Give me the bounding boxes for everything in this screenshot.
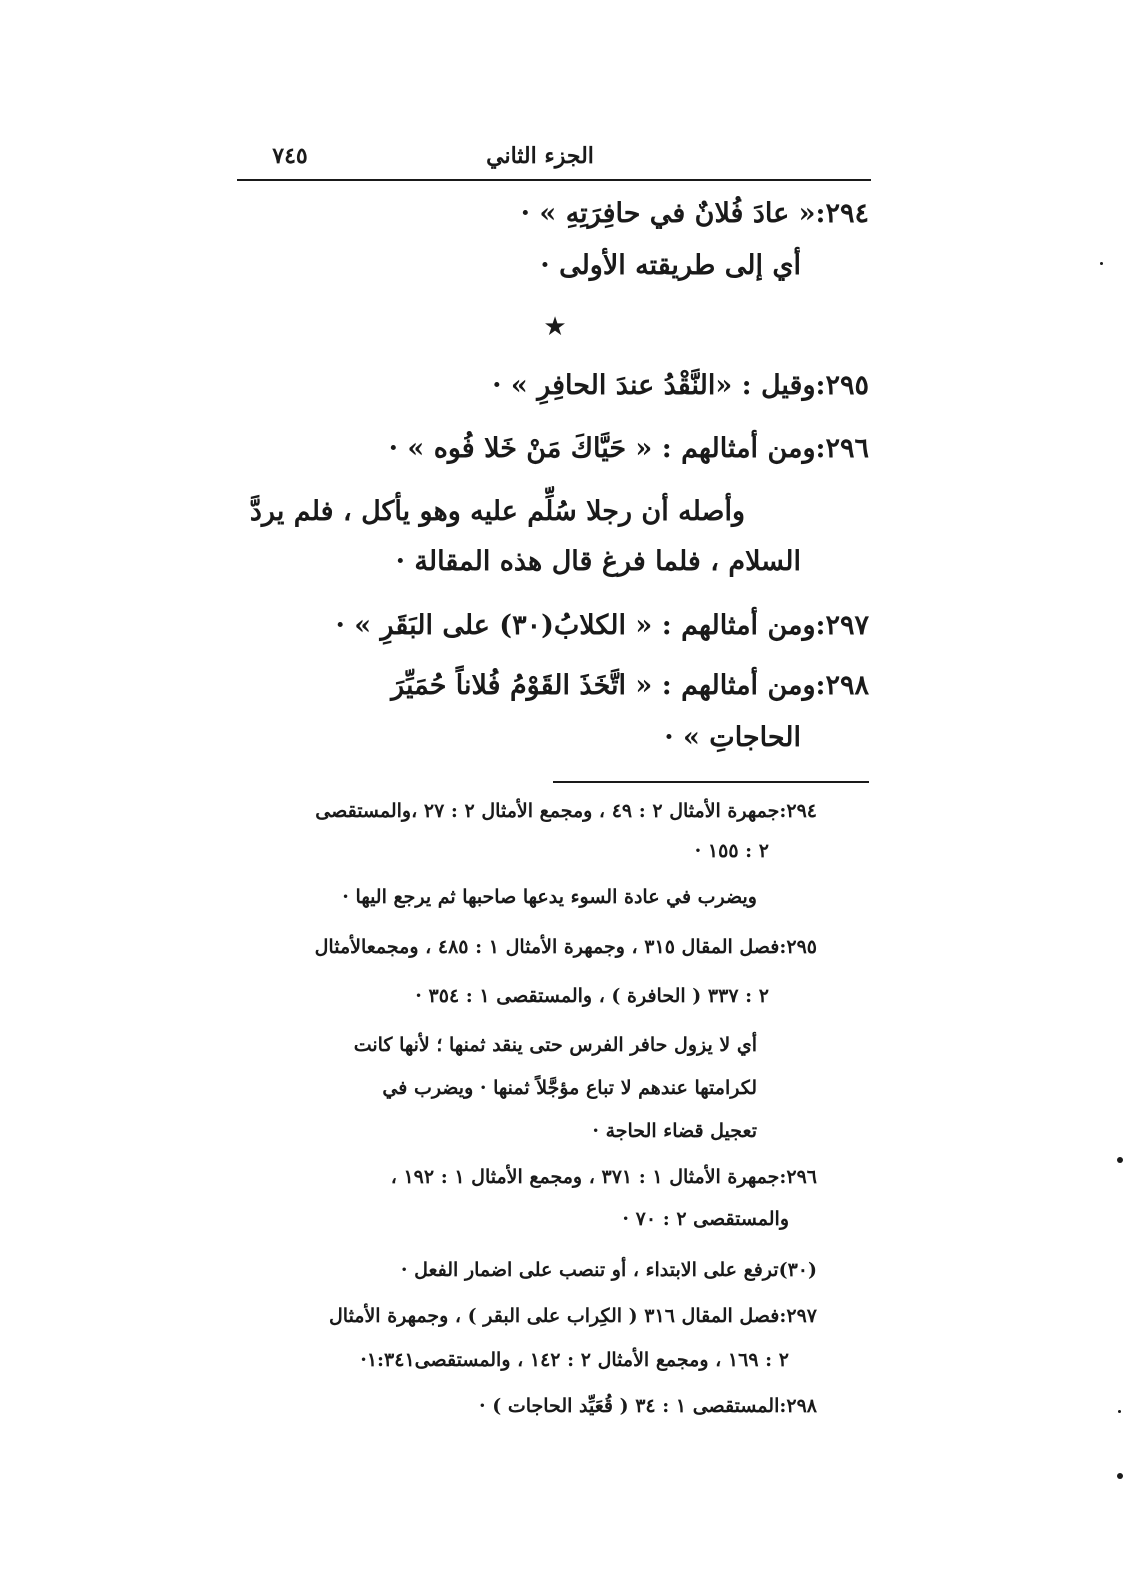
footnote-295-note-line-3: تعجيل قضاء الحاجة · <box>592 1120 757 1142</box>
proverb-297: ٢٩٧:ومن أمثالهم : « الكلابُ(٣٠) على البَقَرِ » · <box>335 610 869 641</box>
footnote-rule <box>553 781 869 783</box>
proverb-296: ٢٩٦:ومن أمثالهم : « حَيَّاكَ مَنْ خَلا فُوه » · <box>388 433 869 464</box>
proverb-298-line-2: الحاجاتِ » · <box>664 722 801 753</box>
scan-speck <box>1100 262 1103 265</box>
running-header-title: الجزء الثاني <box>486 143 594 169</box>
scan-speck <box>1118 1410 1121 1413</box>
footnote-294-line-1: ٢٩٤:جمهرة الأمثال ٢ : ٤٩ ، ومجمع الأمثال ٢ : ٢٧ ،والمستقصى <box>315 800 817 822</box>
footnote-294-note: ويضرب في عادة السوء يدعها صاحبها ثم يرجع اليها · <box>342 886 757 908</box>
header-rule <box>237 179 871 181</box>
proverb-296-explanation-line-1: وأصله أن رجلا سُلِّم عليه وهو يأكل ، فلم يردَّ <box>249 496 745 527</box>
footnote-297-line-1: ٢٩٧:فصل المقال ٣١٦ ( الكِراب على البقر ) ، وجمهرة الأمثال <box>328 1305 817 1327</box>
footnote-296-line-2: والمستقصى ٢ : ٧٠ · <box>622 1208 789 1230</box>
proverb-298-line-1: ٢٩٨:ومن أمثالهم : « اتَّخَذَ القَوْمُ فُلاناً حُمَيِّرَ <box>391 670 869 701</box>
section-separator-star: ★ <box>543 312 567 342</box>
footnote-296-line-1: ٢٩٦:جمهرة الأمثال ١ : ٣٧١ ، ومجمع الأمثال ١ : ١٩٢ ، <box>390 1166 817 1188</box>
footnote-295-note-line-2: لكرامتها عندهم لا تباع مؤجَّلاً ثمنها · ويضرب في <box>382 1077 757 1099</box>
proverb-296-explanation-line-2: السلام ، فلما فرغ قال هذه المقالة · <box>395 546 801 577</box>
footnote-295-line-2: ٢ : ٣٣٧ ( الحافرة ) ، والمستقصى ١ : ٣٥٤ · <box>415 985 769 1007</box>
scan-speck <box>1117 1157 1123 1163</box>
footnote-295-note-line-1: أي لا يزول حافر الفرس حتى ينقد ثمنها ؛ لأنها كانت <box>353 1034 757 1056</box>
footnote-295-line-1: ٢٩٥:فصل المقال ٣١٥ ، وجمهرة الأمثال ١ : ٤٨٥ ، ومجمعالأمثال <box>314 936 817 958</box>
proverb-295: ٢٩٥:وقيل : «النَّقْدُ عندَ الحافِرِ » · <box>492 370 869 401</box>
proverb-294: ٢٩٤:« عادَ فُلانٌ في حافِرَتِهِ » · <box>520 198 869 229</box>
proverb-294-explanation: أي إلى طريقته الأولى · <box>540 250 801 281</box>
footnote-298: ٢٩٨:المستقصى ١ : ٣٤ ( قُعَيِّد الحاجات ) · <box>479 1395 817 1417</box>
page-number: ٧٤٥ <box>272 143 308 169</box>
footnote-30: (٣٠)ترفع على الابتداء ، أو تنصب على اضمار الفعل · <box>400 1259 817 1281</box>
footnote-297-line-2: ٢ : ١٦٩ ، ومجمع الأمثال ٢ : ١٤٢ ، والمستقصى١:٣٤١· <box>360 1349 789 1371</box>
footnote-294-line-2: ٢ : ١٥٥ · <box>694 840 769 862</box>
scan-speck <box>1117 1473 1123 1479</box>
